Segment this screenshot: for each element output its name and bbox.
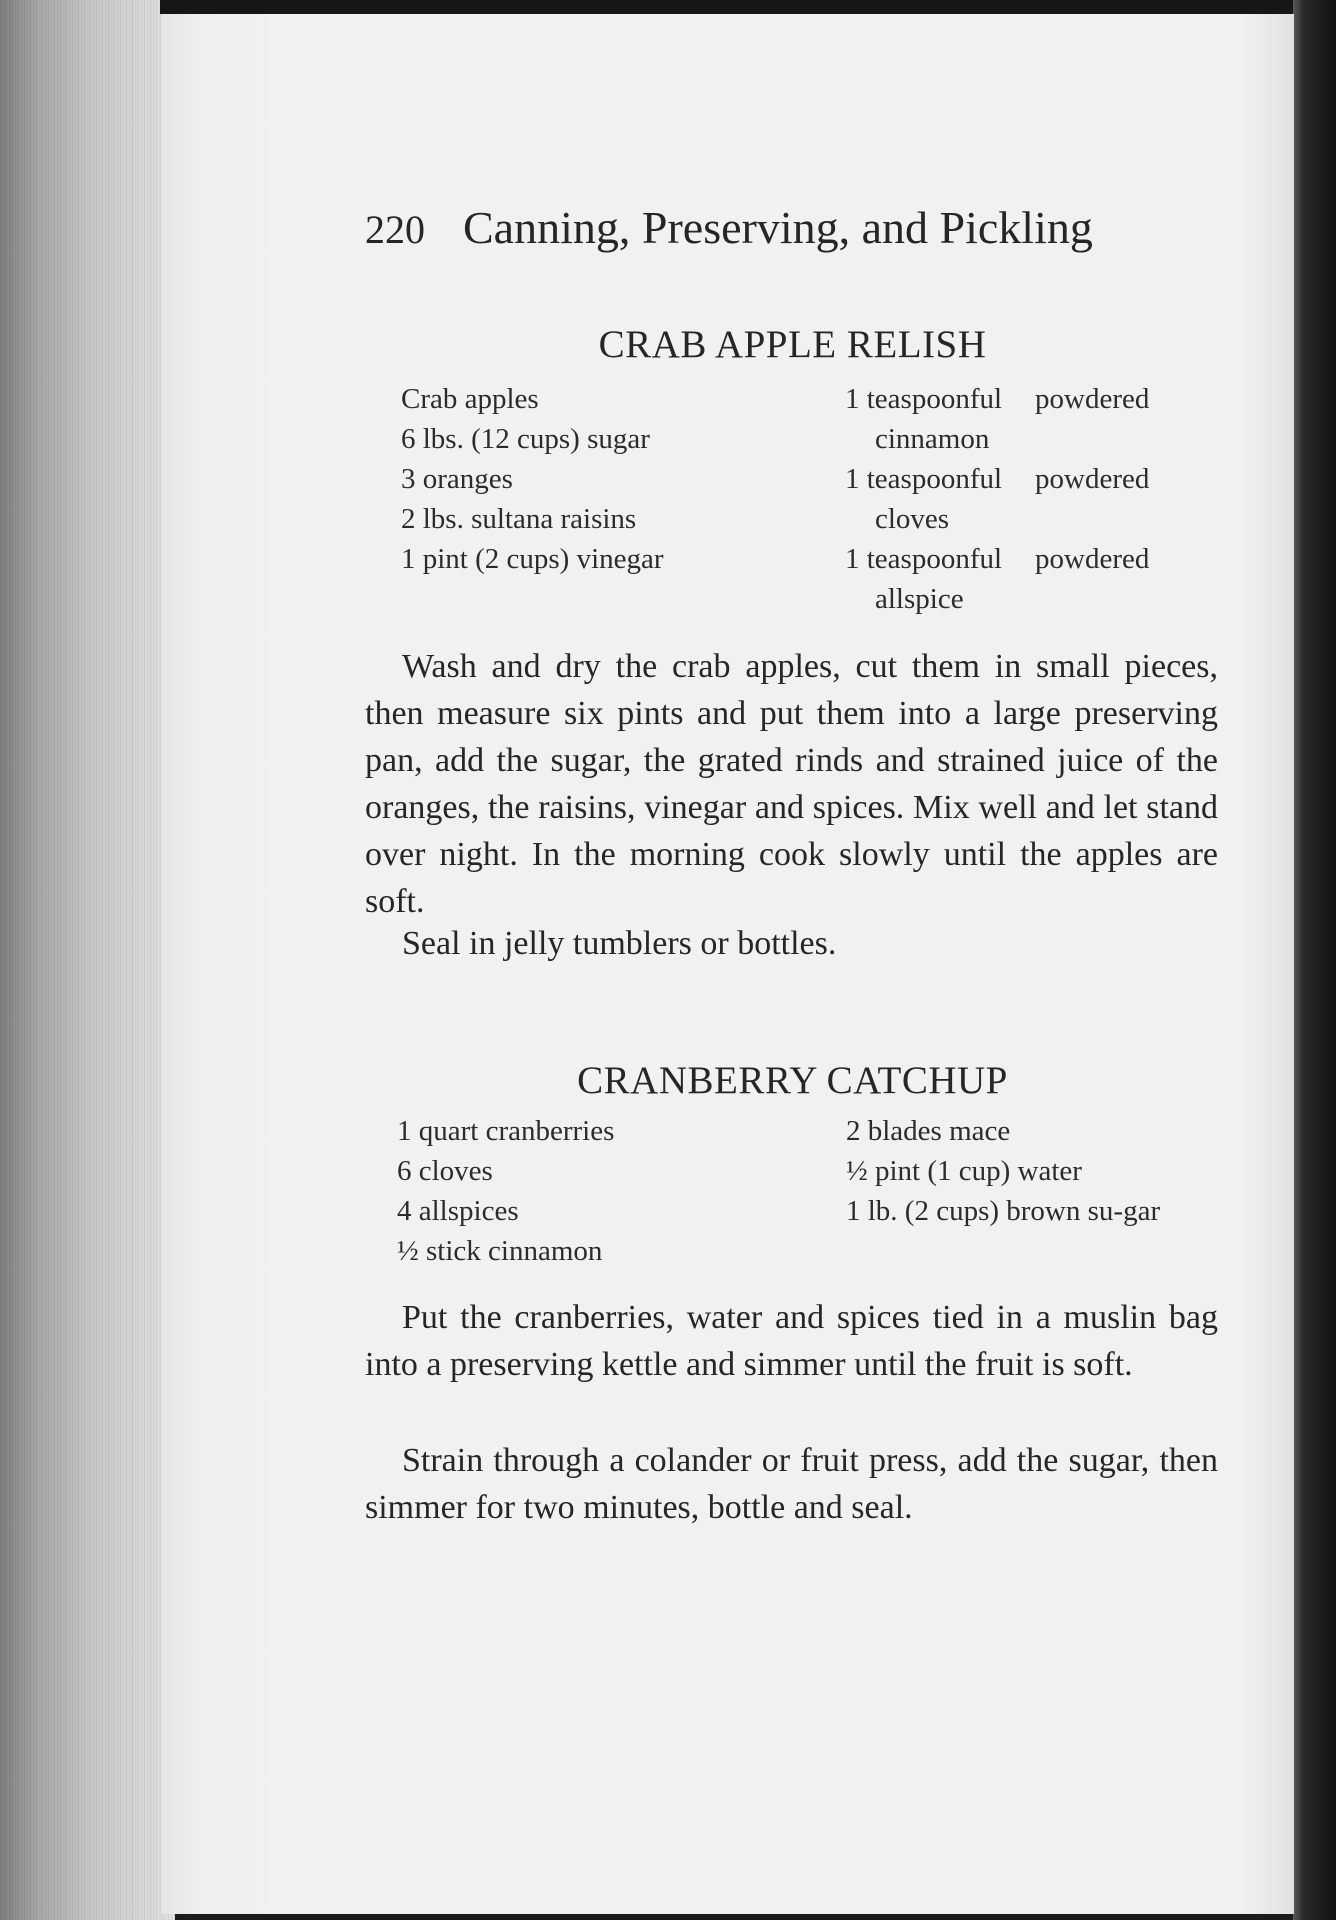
instructions-paragraph: Put the cranberries, water and spices tied in a muslin bag into a preserving kettle and simmer until the fruit is soft.: [365, 1299, 1218, 1383]
ingredient: ½ stick cinnamon: [397, 1235, 603, 1267]
instructions-paragraph: Wash and dry the crab apples, cut them in small pieces, then measure six pints and put them into a large preserving pan, add the sugar, the grated rinds and strained juice of the oranges, the raisins, vinegar and spices. Mix well and let stand over night. In the morning cook slowly until the apples are soft.: [365, 648, 1218, 920]
ingredient: 1 pint (2 cups) vinegar: [401, 543, 664, 575]
ingredient-qualifier: powdered: [1035, 463, 1150, 495]
ingredient-quantity: 1 teaspoonful: [845, 543, 1003, 575]
ingredient-quantity: 1 teaspoonful: [845, 383, 1003, 415]
ingredient-continuation: cloves: [875, 503, 950, 535]
page-number: 220: [365, 207, 425, 252]
book-page-edges: [0, 0, 175, 1920]
recipe-title-cranberry-catchup: CRANBERRY CATCHUP: [577, 1059, 1008, 1102]
ingredients-right-column: [846, 1111, 1206, 1231]
ingredient: 6 lbs. (12 cups) sugar: [401, 423, 650, 455]
instructions-paragraph: Strain through a colander or fruit press, add the sugar, then simmer for two minutes, bottle and seal.: [365, 1442, 1218, 1526]
recipe-title-crab-apple-relish: CRAB APPLE RELISH: [598, 323, 987, 366]
ingredient: 2 lbs. sultana raisins: [401, 503, 637, 535]
ingredients-left-column: [397, 1111, 777, 1271]
ingredient-quantity: 1 teaspoonful: [845, 463, 1003, 495]
ingredient: [845, 379, 1205, 419]
ingredient: 1 lb. (2 cups) brown su-gar: [846, 1195, 1161, 1227]
ingredients-right-column: [845, 379, 1205, 619]
ingredient: [845, 459, 1205, 499]
top-shadow: [160, 0, 1293, 14]
running-title: Canning, Preserving, and Pickling: [463, 202, 1093, 253]
ingredient-qualifier: powdered: [1035, 543, 1150, 575]
running-head: [365, 200, 1225, 258]
book-spine-shadow: [1293, 0, 1336, 1920]
ingredient: [845, 539, 1205, 579]
ingredient: 4 allspices: [397, 1195, 519, 1227]
ingredient: 3 oranges: [401, 463, 513, 495]
ingredient-continuation: allspice: [875, 583, 964, 615]
ingredient: 6 cloves: [397, 1155, 493, 1187]
ingredient: ½ pint (1 cup) water: [846, 1155, 1082, 1187]
ingredient-continuation: cinnamon: [875, 423, 990, 455]
ingredient: Crab apples: [401, 383, 539, 415]
ingredient: 2 blades mace: [846, 1115, 1011, 1147]
ingredients-left-column: [401, 379, 781, 579]
ingredient-qualifier: powdered: [1035, 383, 1150, 415]
instructions-paragraph: Seal in jelly tumblers or bottles.: [402, 925, 837, 962]
ingredient: 1 quart cranberries: [397, 1115, 615, 1147]
